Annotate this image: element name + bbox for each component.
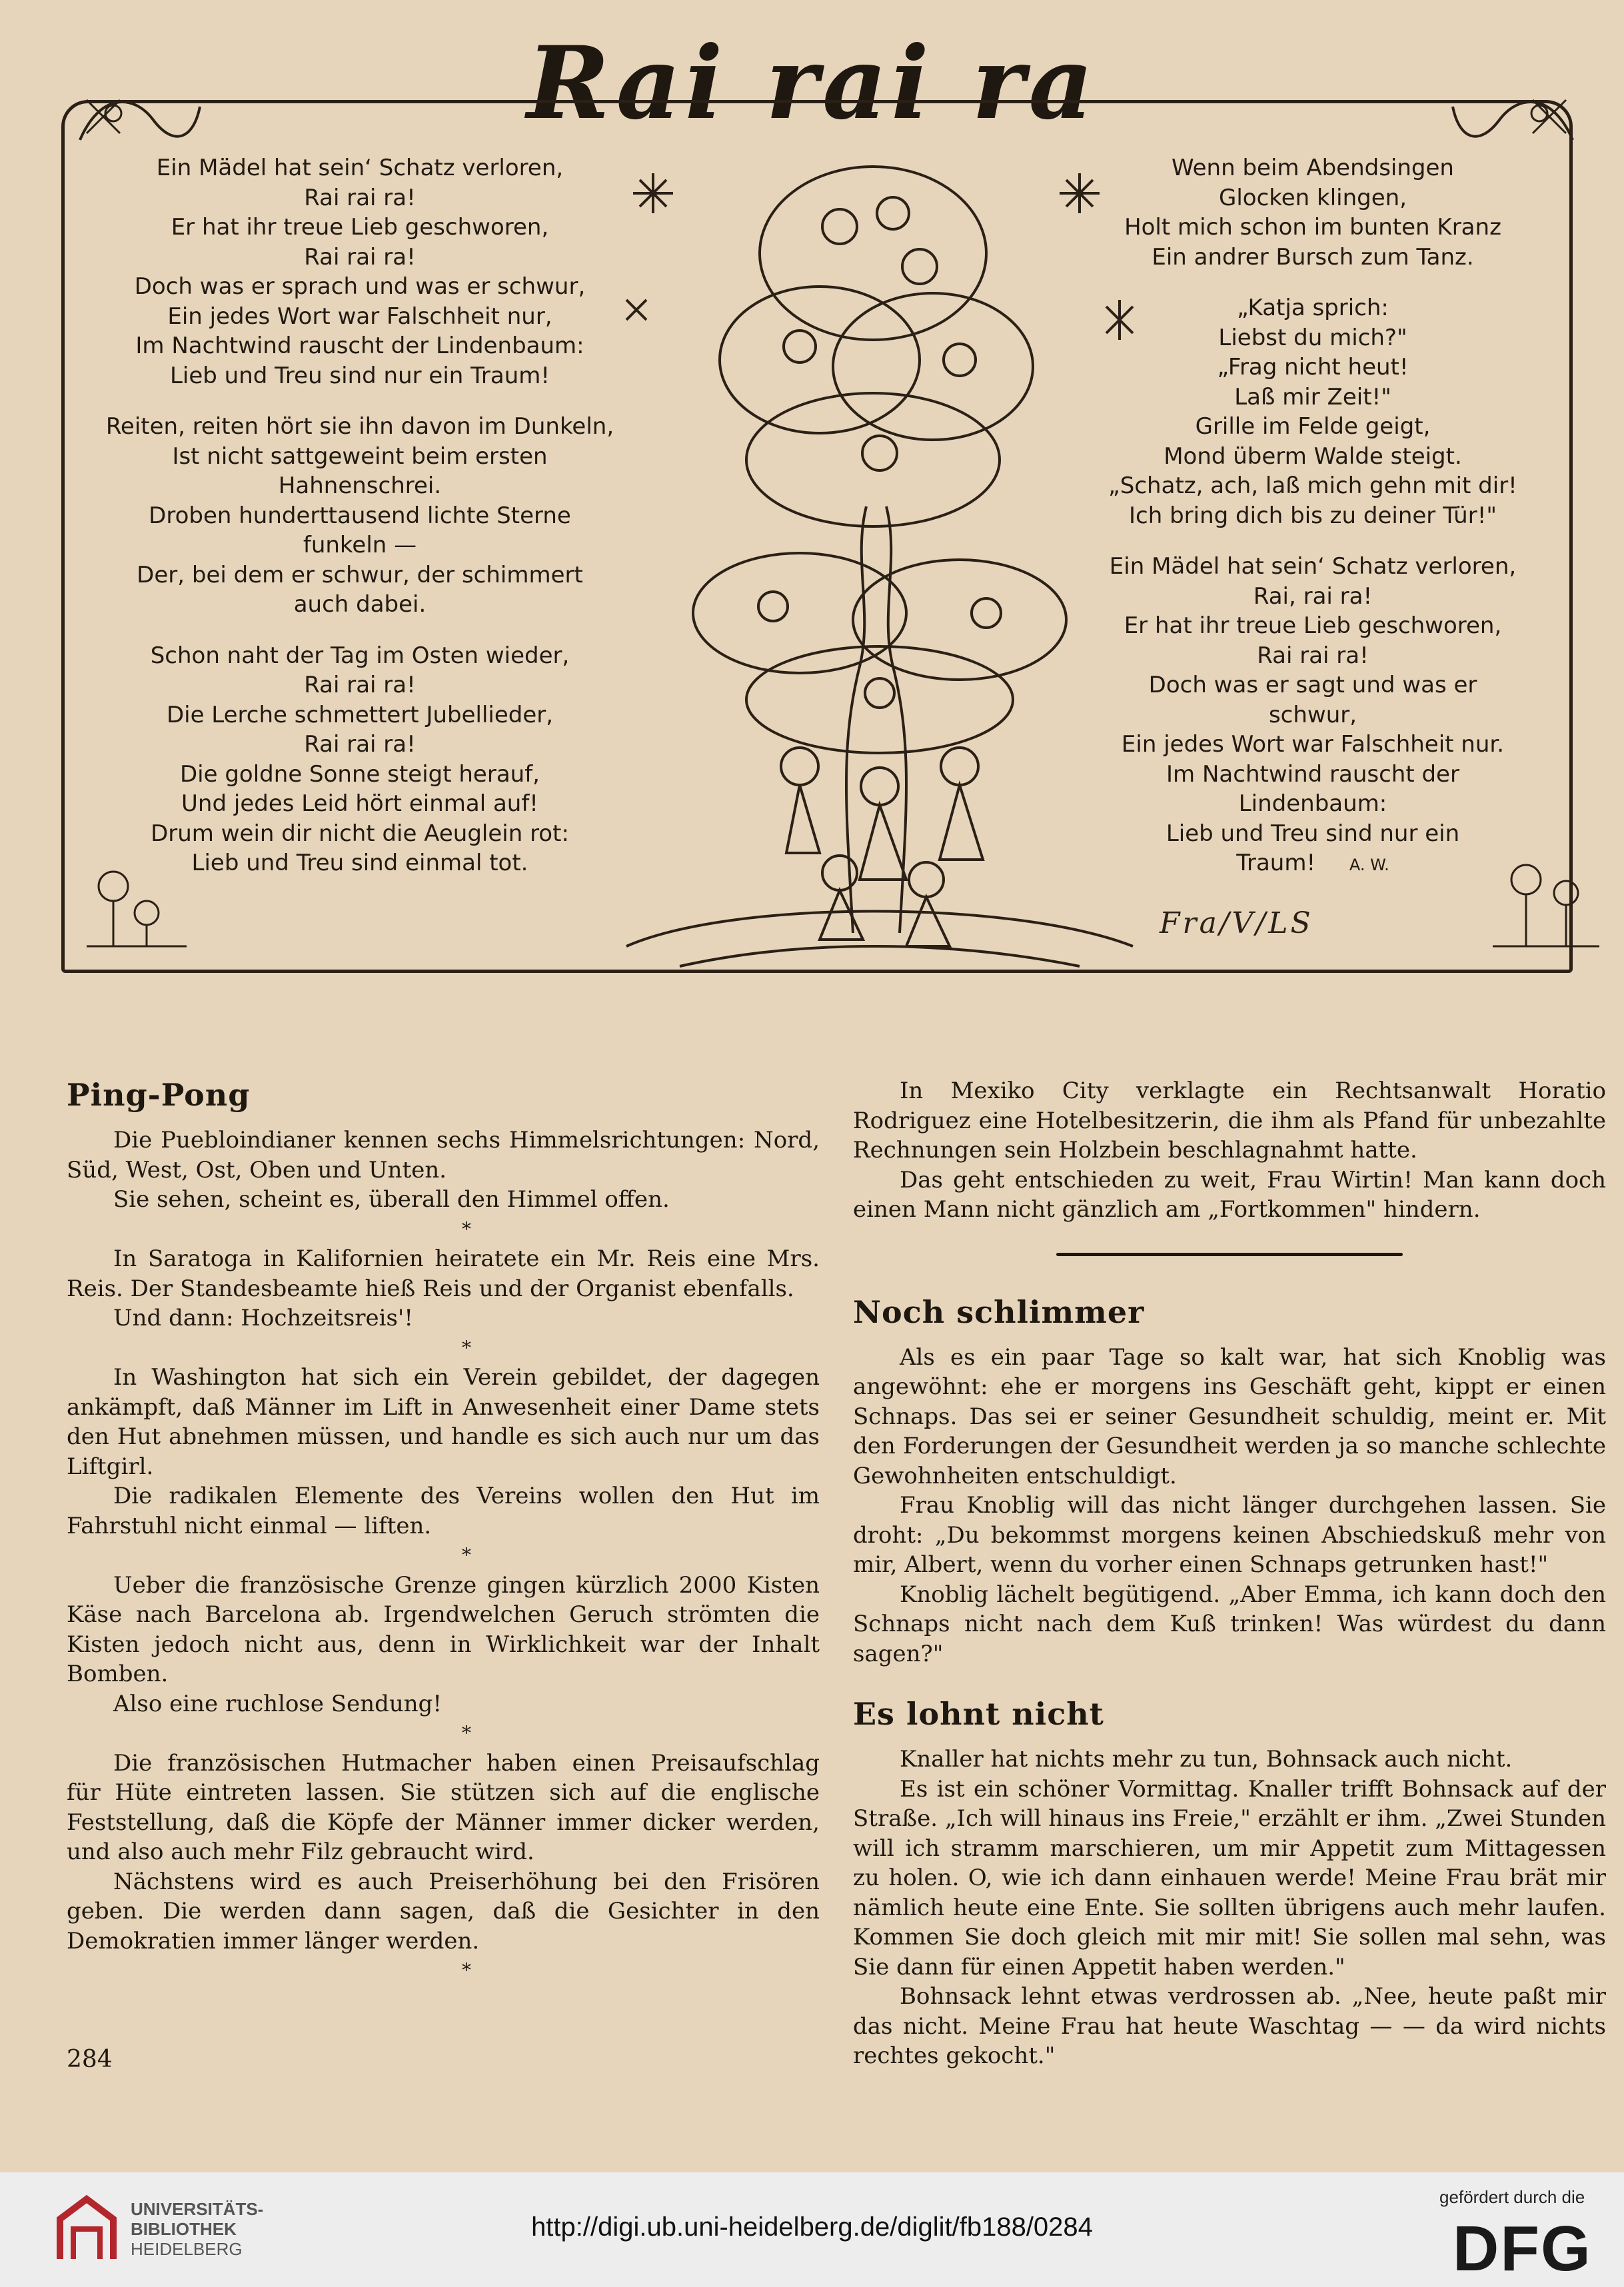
page-number: 284 — [67, 2046, 113, 2073]
poem-line: Der, bei dem er schwur, der schimmert — [137, 561, 583, 588]
article-paragraph: Ueber die französische Grenze gingen kürzlich 2000 Kisten Käse nach Barcelona ab. Irgendwelchen Geruch strömten die Kisten jedoch nicht aus, denn in Wirklichkeit war der Inhalt Bomben. — [67, 1571, 820, 1687]
poem-stanza — [1080, 153, 1546, 272]
article-paragraph: In Saratoga in Kalifornien heiratete ein Mr. Reis eine Mrs. Reis. Der Standesbeamte hieß Reis und der Organist ebenfalls. — [67, 1245, 820, 1302]
article-paragraph: Die radikalen Elemente des Vereins wollen den Hut im Fahrstuhl nicht einmal — liften. — [67, 1483, 820, 1539]
poem-line: auch dabei. — [293, 591, 426, 618]
poem-line: Reiten, reiten hört sie ihn davon im Dunkeln, — [105, 413, 614, 440]
poem-left-column — [100, 153, 620, 900]
corner-ornament-top-left-icon — [73, 80, 207, 153]
poem-line: Ein Mädel hat sein‘ Schatz verloren, — [156, 155, 564, 181]
poem-line: Glocken klingen, — [1218, 184, 1407, 211]
section-separator-star: * — [462, 1336, 471, 1359]
poem-line: funkeln — — [303, 532, 417, 558]
poem-line: Die Lerche schmettert Jubellieder, — [166, 701, 554, 728]
poem-line: Drum wein dir nicht die Aeuglein rot: — [151, 820, 569, 847]
article-paragraph: In Washington hat sich ein Verein gebildet, der dagegen ankämpft, daß Männer im Lift in Anwesenheit einer Dame stets den Hut abnehmen müssen, und handle es sich auch nur um das Liftgirl. — [67, 1364, 820, 1480]
poem-line: Wenn beim Abendsingen — [1172, 155, 1454, 181]
poem-line: Rai, rai ra! — [1253, 582, 1373, 610]
right-text-column — [853, 1076, 1606, 2071]
poem-title: Rai rai ra — [526, 25, 1098, 142]
poem-line: Schon naht der Tag im Osten wieder, — [150, 642, 570, 669]
section-heading-ping-pong: Ping-Pong — [67, 1077, 251, 1113]
poem-line: Droben hunderttausend lichte Sterne — [149, 502, 571, 529]
poem-line: Doch was er sagt und was er — [1148, 672, 1477, 698]
article-paragraph: Sie sehen, scheint es, überall den Himmel offen. — [113, 1186, 670, 1213]
poem-line: Lieb und Treu sind einmal tot. — [191, 850, 528, 876]
poem-line: „Frag nicht heut! — [1217, 354, 1409, 381]
poem-line: Ein andrer Bursch zum Tanz. — [1152, 243, 1474, 271]
poem-line: Liebst du mich?" — [1218, 324, 1407, 351]
poem-line: Rai rai ra! — [304, 672, 416, 698]
poem-stanza — [100, 412, 620, 620]
article-paragraph: Und dann: Hochzeitsreis'! — [113, 1305, 414, 1331]
digitization-footer — [0, 2172, 1624, 2287]
corner-ornament-top-right-icon — [1446, 80, 1579, 153]
left-text-column — [67, 1076, 820, 1986]
poem-line: Ein Mädel hat sein‘ Schatz verloren, — [1109, 553, 1517, 580]
poem-line: Mond überm Walde steigt. — [1164, 442, 1462, 470]
article-paragraph: Knaller hat nichts mehr zu tun, Bohnsack auch nicht. — [900, 1746, 1513, 1773]
article-paragraph: Knoblig lächelt begütigend. „Aber Emma, ich kann doch den Schnaps nicht nach dem Kuß trinken! Was würdest du dann sagen?" — [853, 1581, 1606, 1667]
poem-line: Doch was er sprach und was er schwur, — [134, 273, 586, 300]
section-separator-star: * — [462, 1722, 471, 1744]
article-paragraph: Es ist ein schöner Vormittag. Knaller trifft Bohnsack auf der Straße. „Ich will hinaus ins Freie," erzählt er ihm. „Zwei Stunden will ich stramm marschieren, um mir Appetit zum Mittagessen zu holen. O, wie ich dann einhauen werde! Meine Frau brät mir nämlich heute eine Ente. Sie sollten übrigens auch mehr laufen. Kommen Sie doch gleich mit mir mit! Sie sollen mal sehn, was Sie dann für einen Appetit haben werden." — [853, 1775, 1606, 1980]
poem-line: Er hat ihr treue Lieb geschworen, — [171, 214, 549, 241]
tree-of-figures-icon — [600, 80, 1146, 1026]
article-paragraph: Die französischen Hutmacher haben einen Preisaufschlag für Hüte eintreten lassen. Sie stützen sich auf die englische Feststellung, daß die Köpfe der Männer immer dicker werden, und also auch mehr Filz gebraucht wird. — [67, 1749, 820, 1865]
poem-line: Rai rai ra! — [304, 184, 416, 211]
funding-caption: gefördert durch die — [1439, 2187, 1585, 2207]
poem-line: Im Nachtwind rauscht der — [1166, 760, 1459, 788]
poem-line: Lieb und Treu sind nur ein — [1166, 820, 1460, 847]
poem-line: Laß mir Zeit!" — [1234, 383, 1391, 410]
library-name-line: HEIDELBERG — [131, 2239, 243, 2259]
article-paragraph: Die Puebloindianer kennen sechs Himmelsrichtungen: Nord, Süd, West, Ost, Oben und Unten. — [67, 1127, 820, 1183]
poem-line: Lindenbaum: — [1238, 790, 1387, 817]
poem-line: Und jedes Leid hört einmal auf! — [181, 790, 538, 817]
poem-line: Rai rai ra! — [304, 243, 416, 271]
poem-line: Rai rai ra! — [1257, 642, 1369, 669]
poem-line: Hahnenschrei. — [278, 472, 442, 499]
poem-line: Ist nicht sattgeweint beim ersten — [172, 442, 548, 470]
poem-line: Lieb und Treu sind nur ein Traum! — [169, 362, 550, 389]
poem-line: „Katja sprich: — [1237, 295, 1389, 321]
section-separator-star: * — [462, 1544, 471, 1566]
poem-line: Ich bring dich bis zu deiner Tür!" — [1129, 502, 1497, 529]
poem-line: Im Nachtwind rauscht der Lindenbaum: — [135, 333, 584, 359]
poem-line — [1080, 848, 1546, 880]
poem-right-column — [1080, 153, 1546, 880]
section-separator-star: * — [462, 1959, 471, 1981]
poem-line: Die goldne Sonne steigt herauf, — [180, 760, 540, 788]
poem-stanza — [100, 641, 620, 878]
article-paragraph: Als es ein paar Tage so kalt war, hat sich Knoblig was angewöhnt: ehe er morgens ins Geschäft geht, kippt er einen Schnaps. Das sei er seiner Gesundheit schuldig, meint er. Mit den Forderungen der Gesundheit werden ja so manche schlechte Gewohnheiten entschuldigt. — [853, 1343, 1606, 1489]
section-separator-star: * — [462, 1217, 471, 1240]
article-paragraph: Frau Knoblig will das nicht länger durchgehen lassen. Sie droht: „Du bekommst morgens keinen Abschiedskuß mehr von mir, Albert, wenn du vorher einen Schnaps getrunken hast!" — [853, 1492, 1606, 1578]
dfg-logo-icon: DFG — [1453, 2213, 1592, 2284]
section-heading-es-lohnt-nicht: Es lohnt nicht — [853, 1696, 1104, 1732]
poem-line-final: Traum! — [1236, 850, 1316, 876]
poem-stanza — [100, 153, 620, 390]
poem-line: Ein jedes Wort war Falschheit nur, — [167, 303, 552, 330]
section-heading-noch-schlimmer: Noch schlimmer — [853, 1293, 1145, 1330]
article-paragraph: Das geht entschieden zu weit, Frau Wirtin! Man kann doch einen Mann nicht gänzlich am „Fortkommen" hindern. — [853, 1166, 1606, 1223]
article-paragraph: In Mexiko City verklagte ein Rechtsanwalt Horatio Rodriguez eine Hotelbesitzerin, die ihm als Pfand für unbezahlte Rechnungen sein Holzbein beschlagnahmt hatte. — [853, 1078, 1606, 1163]
poem-line: schwur, — [1268, 701, 1357, 728]
poem-line: Er hat ihr treue Lieb geschworen, — [1124, 612, 1502, 639]
poem-stanza — [1080, 293, 1546, 530]
article-paragraph: Also eine ruchlose Sendung! — [113, 1690, 442, 1717]
library-name-line: BIBLIOTHEK — [131, 2219, 237, 2239]
library-name-line: UNIVERSITÄTS- — [131, 2199, 264, 2219]
poem-line: Ein jedes Wort war Falschheit nur. — [1121, 731, 1505, 758]
poem-line: Holt mich schon im bunten Kranz — [1124, 214, 1501, 241]
horizontal-rule — [1056, 1253, 1403, 1256]
article-paragraph: Bohnsack lehnt etwas verdrossen ab. „Nee, heute paßt mir das nicht. Meine Frau hat heute Waschtag — — da wird nichts rechtes gekocht." — [853, 1983, 1606, 2069]
poem-line: Grille im Felde geigt, — [1195, 413, 1431, 440]
article-paragraph: Nächstens wird es auch Preiserhöhung bei den Frisören geben. Die werden dann sagen, daß die Gesichter in den Demokratien immer länger werden. — [67, 1868, 820, 1954]
illustrator-signature: Fra/V/LS — [1160, 906, 1313, 940]
poem-line: Rai rai ra! — [304, 731, 416, 758]
permalink-url[interactable]: http://digi.ub.uni-heidelberg.de/diglit/fb188/0284 — [531, 2212, 1093, 2242]
author-initials: A. W. — [1349, 856, 1389, 874]
tree-illustration — [600, 80, 1146, 1026]
poem-stanza — [1080, 552, 1546, 880]
poem-line: „Schatz, ach, laß mich gehn mit dir! — [1108, 472, 1517, 499]
